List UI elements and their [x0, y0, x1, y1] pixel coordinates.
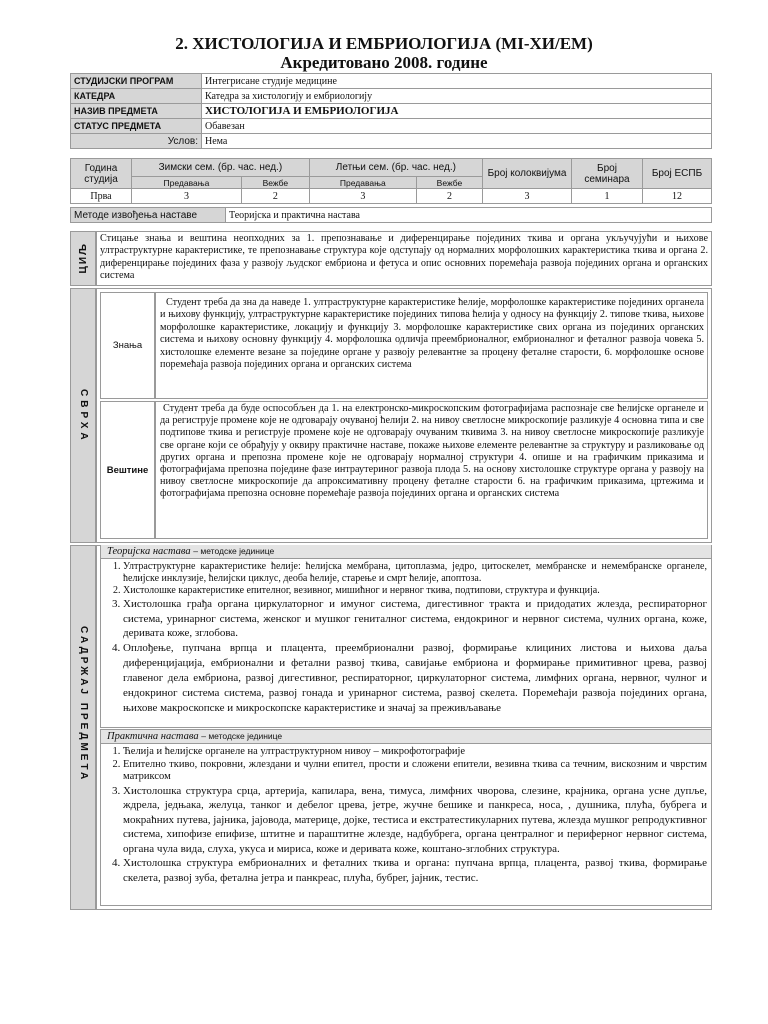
letnji-label: Летњи сем. (бр. час. нед.): [309, 159, 482, 177]
course-info-table: [70, 73, 712, 149]
zimski-predavanja-value: 3: [132, 189, 242, 204]
vestine-label: Вештине: [100, 401, 155, 539]
teorijska-item: 2. Хистолошке карактеристике епителног, везивног, мишићног и нервног ткива, подтипови, структура и функција.: [123, 585, 707, 597]
cilj-text: Стицање знања и вештина неопходних за 1. препознавање и диференцирање појединих ткива и органа укључујући и њихове ултраструктурне карактеристике, те препознавање структура које одступају од нормалних морфолошких карактеристика ткива и органа 2. диференцирање појединих фаза у развоју људског ембриона и фетуса и опис основних поремећаја развоја појединих органа и органских система: [96, 231, 712, 286]
cilj-sidebar: [70, 231, 96, 286]
hours-table: [70, 158, 712, 204]
teorijska-item: 4. Оплођење, пупчана врпца и плацента, преембрионални развој, формирање клициних листова и њихова даља диференцијација, ембрионални и фетални развој ткива, савијање ембриона и формирање примитивног црева, развој главеног дела ембриона, развој дигестивног, респираторног, циркулаторног система, лимфних органа, нервног, чулног и ендокриног система система, развој гонада и уринарног система, развој скелета. Поремећаји развоја појединих органа, њихове макроскопске и микроскопске карактеристике и значај за преживљавање: [123, 641, 707, 716]
letnji-predavanja-value: 3: [309, 189, 416, 204]
svrha-sidebar: [70, 288, 96, 543]
katedra-label: КАТЕДРА: [71, 89, 202, 104]
kolokvijum-value: 3: [483, 189, 572, 204]
espb-value: 12: [643, 189, 712, 204]
program-value: Интегрисане студије медицине: [202, 74, 712, 89]
teorijska-sub: – методске јединице: [193, 546, 275, 556]
course-name-value: ХИСТОЛОГИЈА И ЕМБРИОЛОГИЈА: [202, 104, 712, 119]
seminar-value: 1: [572, 189, 643, 204]
svrha-label: СВРХА: [78, 389, 89, 444]
prakticna-item: 4. Хистолошка структура ембрионалних и феталних ткива и органа: пупчана врпца, плацента, развој ткива, формирање скелета, развој зуба, фетална јетра и панкреас, плућа, бубрег, јајник, тестис.: [123, 856, 707, 885]
znanja-text: Студент треба да зна да наведе 1. ултраструктурне карактеристике ћелије, морфолошке карактеристике појединих органела и њихову функцију, ултраструктурне карактеристике појединих типова ћелија у односу на функцију 2. типове ткива, њихове морфолошке карактеристике, локацију и функцију 3. морфолошке карактеристике свих органа из појединих органских система и њихову основну функцију 4. морфолошка одличја преембрионалног, ембрионалног и феталног развоја човека 5. хистолошке елементе везане за поједине органе у развоју релевантне за процену феталне старости, 6. морфолошке основе поремећаја развоја појединих органа и органских система: [155, 292, 708, 399]
katedra-value: Катедра за хистологију и ембриологију: [202, 89, 712, 104]
kolokvijum-label: Број колоквијума: [483, 159, 572, 189]
espb-label: Број ЕСПБ: [643, 159, 712, 189]
uslov-label: Услов:: [71, 134, 202, 149]
cilj-label: ЦИЉ: [78, 242, 89, 274]
status-value: Обавезан: [202, 119, 712, 134]
prakticna-sub: – методске јединице: [201, 731, 283, 741]
course-name-label: НАЗИВ ПРЕДМЕТА: [71, 104, 202, 119]
prakticna-item: 2. Епително ткиво, покровни, жлездани и чулни епител, прости и сложени епители, везивна ткива са течним, вискозним и чврстим матриксом: [123, 759, 707, 784]
sadrzaj-sidebar: [70, 545, 96, 910]
metode-table: [70, 207, 712, 223]
status-label: СТАТУС ПРЕДМЕТА: [71, 119, 202, 134]
prakticna-item: 3. Хистолошка структура срца, артерија, капилара, вена, тимуса, лимфних чворова, слезине, крајника, органа усне дупље, ждрела, једњака, желуца, танког и дебелог црева, јетре, жучне бешике и панкреса, носа, , душника, плућа, бубрега и мокраћних путева, јајника, јајовода, материце, дојке, тестиса и екстратестикуларних путева, жлезда мушког репродуктивног система, хипофизе епифизе, штитне и параштитне жлезде, надбубрега, органа централног и периферног нервног система, органа чула вида, слуха, укуса и мириса, коже и деривата коже, коштано-зглобних структура.: [123, 784, 707, 857]
seminar-label: Број семинара: [572, 159, 643, 189]
letnji-predavanja-label: Предавања: [309, 177, 416, 189]
document-title: 2. ХИСТОЛОГИЈА И ЕМБРИОЛОГИЈА (MI-ХИ/ЕМ): [175, 34, 593, 53]
letnji-vezbe-label: Вежбе: [416, 177, 482, 189]
godina-label: Година студија: [71, 159, 132, 189]
metode-value: Теоријска и практична настава: [226, 208, 712, 223]
teorijska-header: [101, 545, 711, 559]
prakticna-header: [101, 730, 711, 744]
prakticna-item: 1. Ћелија и ћелијске органеле на ултраструктурном нивоу – микрофотографије: [123, 746, 707, 759]
zimski-vezbe-label: Вежбе: [241, 177, 309, 189]
zimski-predavanja-label: Предавања: [132, 177, 242, 189]
teorijska-title: Теоријска настава: [107, 546, 191, 557]
prakticna-title: Практична настава: [107, 731, 199, 742]
znanja-label: Знања: [100, 292, 155, 399]
vestine-text: Студент треба да буде оспособљен да 1. на електронско-микроскопским фотографијама распознаје све ћелијске органеле и да региструје промене које не одговарају очуваној ћелији 2. на нивоу светлосне микроскопије разликује 4 основна типа и све подтипове ткива и региструје промене које не одговарају очуваним ткивима 3. на нивоу светлосне микроскопије разликује све органе који се обрађују у оквиру практичне наставе, покаже њихове елементе релевантне за структуру и разликовање од других органа и препозна промене које не одговарају нормалној структури 4. опише и на графичким приказима и фотографијама препозна поједине фазе интраутериног развоја плода 5. на основу хистолошке структуре органа у развоју на нивоу светлосне микроскопије да апроксимативну процену феталне старости 6. на графичким приказима, цртежима и фотографијама препозна основне поремећаје развоја појединих органа и органских система: [155, 401, 708, 539]
zimski-label: Зимски сем. (бр. час. нед.): [132, 159, 310, 177]
program-label: СТУДИЈСКИ ПРОГРАМ: [71, 74, 202, 89]
teorijska-block: [100, 545, 712, 728]
teorijska-item: 1. Ултраструктурне карактеристике ћелије: ћелијска мембрана, цитоплазма, једро, цитоскелет, мембранске и немембранске органеле, ћелијске инклузије, ћелијски циклус, деоба ћелије, старење и смрт ћелије, апоптоза.: [123, 561, 707, 585]
letnji-vezbe-value: 2: [416, 189, 482, 204]
document-subtitle: Акредитовано 2008. године: [280, 53, 488, 72]
zimski-vezbe-value: 2: [241, 189, 309, 204]
sadrzaj-label: САДРЖАЈ ПРЕДМЕТА: [78, 626, 89, 783]
prakticna-block: [100, 729, 712, 906]
uslov-value: Нема: [202, 134, 712, 149]
godina-value: Прва: [71, 189, 132, 204]
teorijska-item: 3. Хистолошка грађа органа циркулаторног и имуног система, дигестивног тракта и придодатих жлезда, респираторног система, уринарног система, женског и мушког гениталног система, ендокриног и нервног система, чулних органа, коже, деривата коже, зглобова.: [123, 597, 707, 641]
metode-label: Методе извођења наставе: [71, 208, 226, 223]
prakticna-list: [101, 744, 711, 886]
teorijska-list: [101, 559, 711, 716]
